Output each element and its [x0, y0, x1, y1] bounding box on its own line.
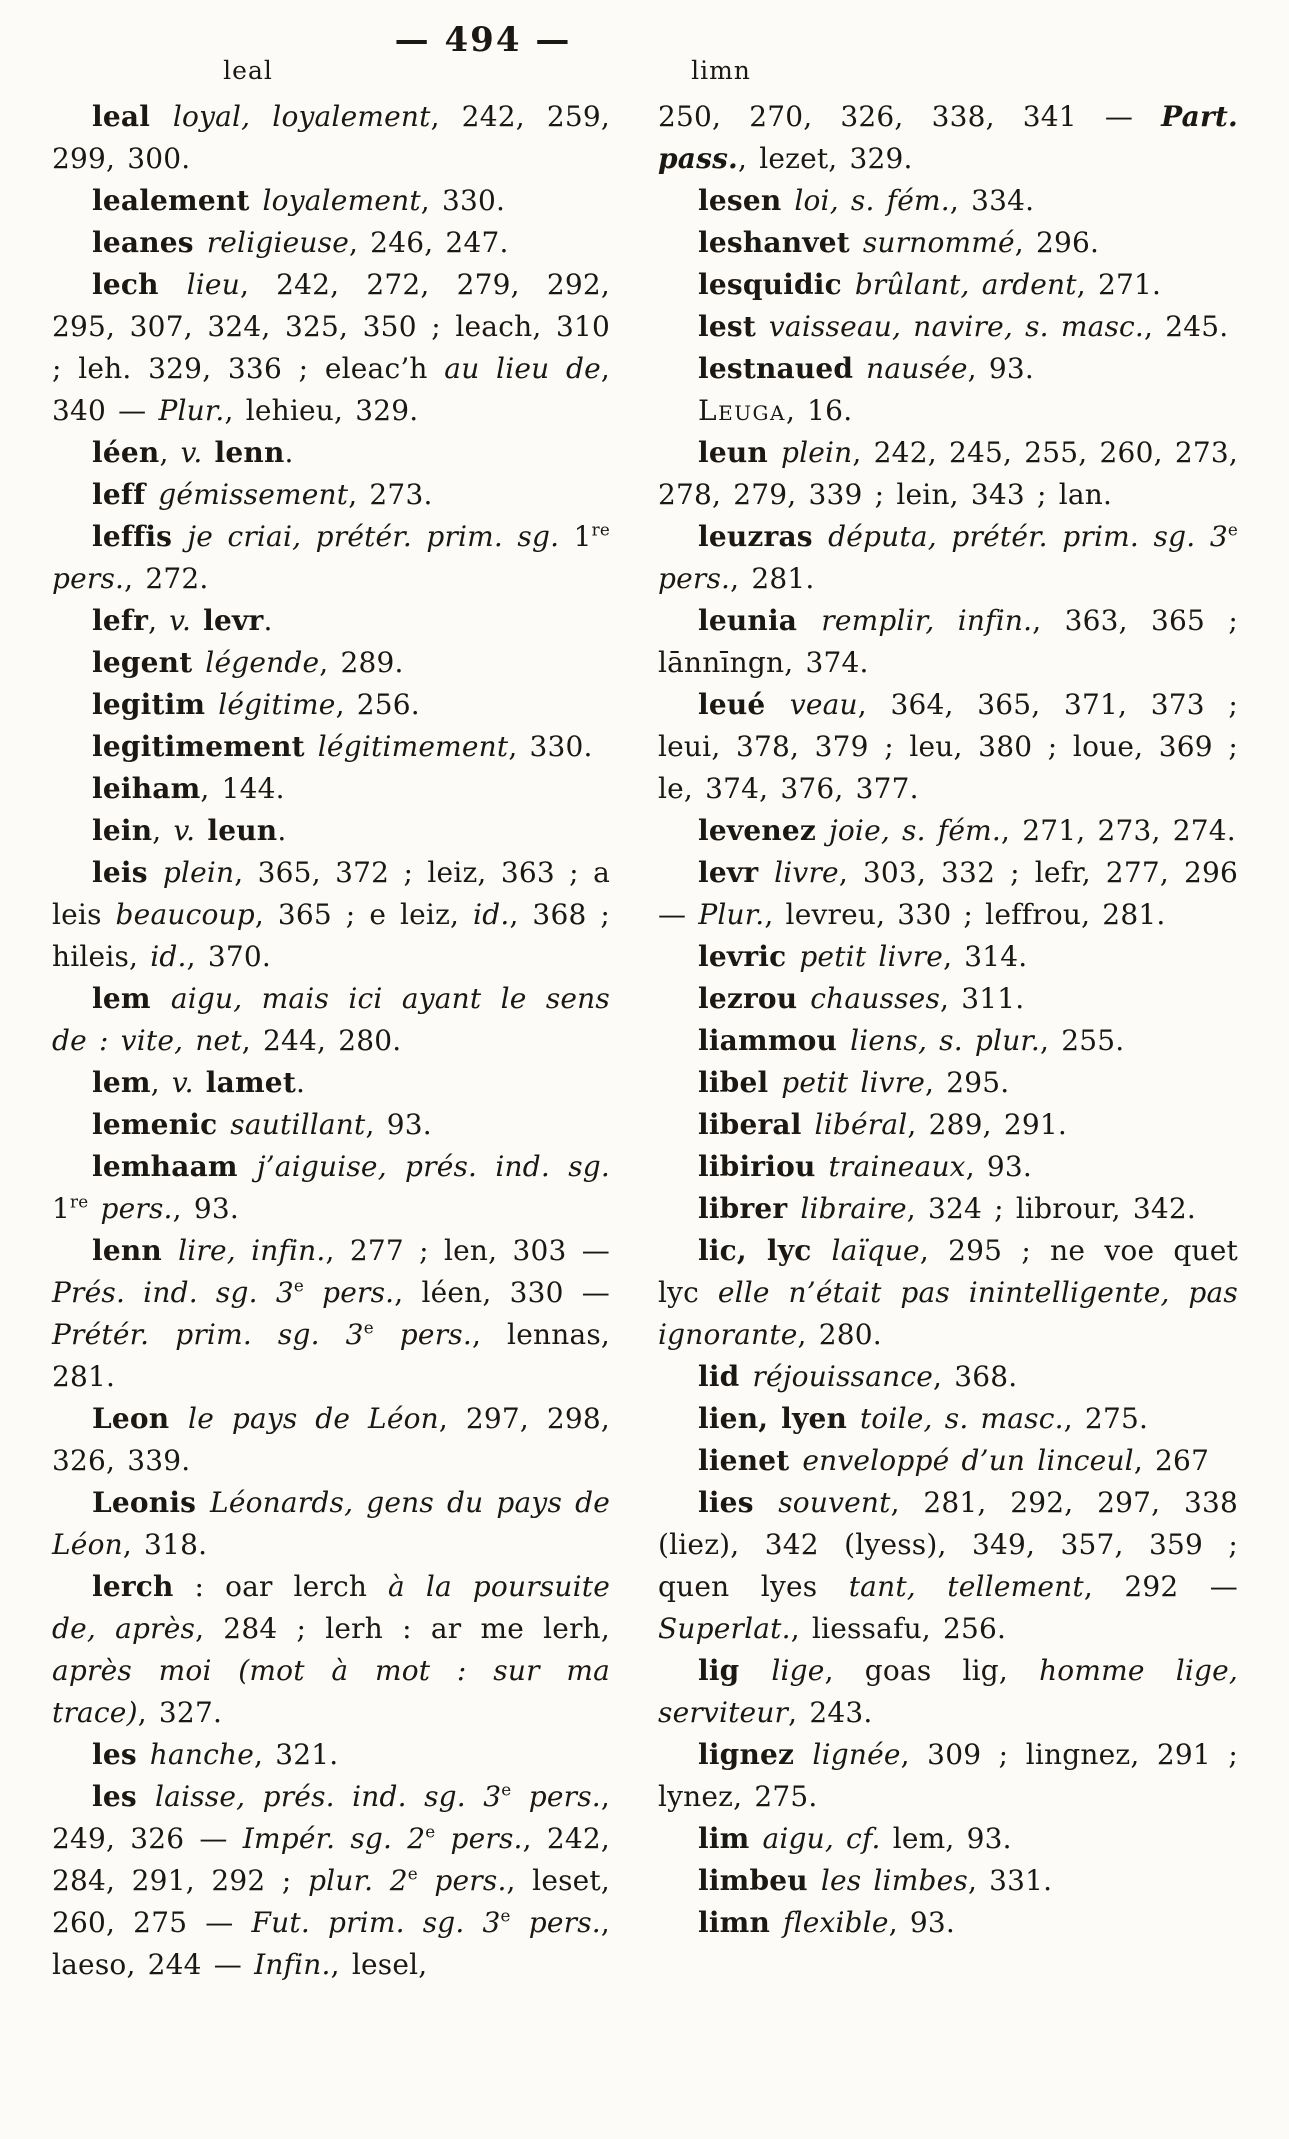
gloss-italic: hanche — [149, 1738, 255, 1771]
plain-text: , 273. — [348, 478, 433, 511]
dictionary-entry — [658, 1020, 1238, 1062]
headword: leanes — [92, 226, 207, 259]
dictionary-entry — [52, 642, 610, 684]
dictionary-entry — [658, 180, 1238, 222]
plain-text: , lennas, 281. — [52, 1318, 611, 1393]
dictionary-entry — [658, 684, 1238, 810]
headword: leuzras — [698, 520, 829, 553]
dictionary-entry — [658, 1902, 1238, 1944]
dictionary-entry — [658, 348, 1238, 390]
dictionary-entry — [52, 1482, 610, 1566]
headword: levric — [698, 940, 800, 973]
plain-text: , 243. — [788, 1696, 873, 1729]
column-right — [658, 96, 1238, 1944]
superscript: re — [591, 519, 610, 540]
gloss-italic: le pays de Léon — [188, 1402, 439, 1435]
plain-text: , 368 ; hileis, — [52, 898, 611, 973]
gloss-italic: aigu, mais ici ayant le sens de : vite, net — [52, 982, 610, 1057]
superscript: e — [407, 1863, 418, 1884]
dictionary-entry — [658, 1188, 1238, 1230]
dictionary-entry — [52, 432, 610, 474]
gloss-italic: plein — [780, 436, 853, 469]
dictionary-entry — [658, 306, 1238, 348]
gloss-italic: id. — [150, 940, 187, 973]
gloss-italic: souvent — [778, 1486, 891, 1519]
dictionary-entry — [658, 1440, 1238, 1482]
gloss-italic: loyalement — [262, 184, 421, 217]
dictionary-entry — [658, 978, 1238, 1020]
dictionary-entry — [52, 1566, 610, 1734]
dictionary-entry — [52, 600, 610, 642]
dictionary-entry — [52, 978, 610, 1062]
gloss-italic: plur. 2 — [308, 1864, 408, 1897]
plain-text: , 295. — [925, 1066, 1010, 1099]
gloss-italic: laisse, prés. ind. sg. 3 — [155, 1780, 502, 1813]
plain-text — [191, 604, 203, 637]
headword: lemhaam — [92, 1150, 257, 1183]
dictionary-entry — [52, 180, 610, 222]
plain-text: , 330. — [420, 184, 506, 217]
plain-text: , 297, 298, 326, 339. — [52, 1402, 610, 1477]
gloss-italic: pers. — [417, 1864, 507, 1897]
dictionary-entry — [658, 1104, 1238, 1146]
headword: lenn — [214, 436, 285, 469]
page-number: — 494 — — [394, 20, 572, 60]
headword: lezrou — [698, 982, 811, 1015]
plain-text: , 16. — [785, 394, 853, 427]
dictionary-entry — [52, 1398, 610, 1482]
headword: liberal — [698, 1108, 815, 1141]
dictionary-entry — [658, 1734, 1238, 1818]
plain-text: , 309 ; lingnez, 291 ; lynez, 275. — [658, 1738, 1238, 1813]
gloss-italic: loyal, loyalement — [172, 100, 431, 133]
plain-text: , 267 — [1133, 1444, 1210, 1477]
gloss-italic: après moi (mot à mot : sur ma trace) — [52, 1654, 610, 1729]
gloss-italic: j’aiguise, prés. ind. sg. — [256, 1150, 610, 1183]
headword: limn — [698, 1906, 784, 1939]
gloss-italic: chausses — [810, 982, 941, 1015]
headword: lamet — [205, 1066, 296, 1099]
gloss-italic: aigu, cf. — [762, 1822, 881, 1855]
gloss-italic: surnommé — [862, 226, 1015, 259]
headword: leal — [92, 100, 173, 133]
headword: les — [92, 1738, 150, 1771]
headword: lid — [698, 1360, 753, 1393]
gloss-italic: beaucoup — [115, 898, 255, 931]
plain-text: , 255. — [1040, 1024, 1125, 1057]
gloss-italic: toile, s. masc. — [859, 1402, 1064, 1435]
plain-text: , leset, 260, 275 — — [52, 1864, 610, 1939]
dictionary-entry — [658, 600, 1238, 684]
plain-text: , 271, 273, 274. — [1001, 814, 1236, 847]
gloss-italic: enveloppé d’un linceul — [802, 1444, 1134, 1477]
headword: limbeu — [698, 1864, 821, 1897]
plain-text: , — [148, 604, 170, 637]
headword: leué — [698, 688, 790, 721]
plain-text: , lehieu, 329. — [224, 394, 419, 427]
plain-text: , 324 ; librour, 342. — [906, 1192, 1197, 1225]
dictionary-entry — [52, 1146, 610, 1230]
plain-text: : oar lerch — [173, 1570, 389, 1603]
gloss-italic: pers. — [373, 1318, 472, 1351]
dictionary-entry — [658, 1818, 1238, 1860]
headword: lemenic — [92, 1108, 231, 1141]
plain-text: , 365 ; e leiz, — [254, 898, 474, 931]
gloss-italic: laïque — [831, 1234, 920, 1267]
plain-text: , 93. — [365, 1108, 432, 1141]
headword: leunia — [698, 604, 822, 637]
plain-text: , 363, 365 ; lānnīngn, 374. — [658, 604, 1238, 679]
headword: lein — [92, 814, 153, 847]
gloss-italic: liens, s. plur. — [850, 1024, 1041, 1057]
plain-text: , 93. — [967, 352, 1034, 385]
column-left — [52, 96, 610, 1986]
dictionary-entry — [52, 1230, 610, 1398]
gloss-italic: pers. — [88, 1192, 173, 1225]
plain-text: , 272. — [124, 562, 209, 595]
gloss-italic: pers. — [511, 1780, 601, 1813]
headword: libiriou — [698, 1150, 829, 1183]
headword: legitim — [92, 688, 219, 721]
headword: lim — [698, 1822, 763, 1855]
headword: lic, lyc — [698, 1234, 832, 1267]
headword: leun — [698, 436, 781, 469]
gloss-italic: id. — [473, 898, 510, 931]
superscript: e — [293, 1275, 304, 1296]
gloss-italic: pers. — [510, 1906, 601, 1939]
headword: lesquidic — [698, 268, 855, 301]
gloss-italic: nausée — [866, 352, 968, 385]
superscript: e — [501, 1779, 512, 1800]
dictionary-entry — [52, 516, 610, 600]
plain-text: 1 — [52, 1192, 71, 1225]
plain-text: . — [263, 604, 273, 637]
dictionary-entry — [658, 222, 1238, 264]
dictionary-entry — [658, 1062, 1238, 1104]
superscript: e — [1227, 519, 1238, 540]
plain-text: , lesel, — [330, 1948, 428, 1981]
plain-text: , 242, 284, 291, 292 ; — [52, 1822, 610, 1897]
headword: lignez — [698, 1738, 813, 1771]
gloss-italic: réjouissance — [752, 1360, 934, 1393]
gloss-italic: loi, s. fém. — [794, 184, 950, 217]
plain-text: , léen, 330 — — [394, 1276, 610, 1309]
plain-text: , 284 ; lerh : ar me lerh, — [195, 1612, 610, 1645]
plain-text: , — [150, 1066, 172, 1099]
plain-text: , — [159, 436, 181, 469]
plain-text: . — [284, 436, 294, 469]
gloss-italic: Infin. — [254, 1948, 331, 1981]
headword: leffis — [92, 520, 188, 553]
plain-text: , 314. — [943, 940, 1028, 973]
headword: lien, lyen — [698, 1402, 860, 1435]
guide-word-left: leal — [223, 56, 273, 85]
gloss-italic: libéral — [814, 1108, 908, 1141]
gloss-italic: plein — [162, 856, 235, 889]
headword: liammou — [698, 1024, 851, 1057]
headword: lerch — [92, 1570, 174, 1603]
plain-text: , levreu, 330 ; leffrou, 281. — [764, 898, 1166, 931]
headword: librer — [698, 1192, 801, 1225]
gloss-italic: Plur. — [698, 898, 765, 931]
plain-text: , 318. — [122, 1528, 208, 1561]
plain-text: 250, 270, 326, 338, 341 — — [658, 100, 1162, 133]
gloss-italic: joie, s. fém. — [828, 814, 1001, 847]
plain-text: , 370. — [186, 940, 271, 973]
headword: Leonis — [92, 1486, 211, 1519]
dictionary-entry — [658, 852, 1238, 936]
plain-text: , 249, 326 — — [52, 1780, 611, 1855]
plain-text: 1 — [573, 520, 592, 553]
headword: lesen — [698, 184, 795, 217]
gloss-italic: traineaux — [828, 1150, 966, 1183]
plain-text: , 271. — [1076, 268, 1162, 301]
superscript: re — [70, 1191, 89, 1212]
headword: lest — [698, 310, 769, 343]
headword: leis — [92, 856, 163, 889]
plain-text — [194, 1066, 206, 1099]
guide-word-right: limn — [691, 56, 751, 85]
dictionary-entry — [658, 1482, 1238, 1650]
gloss-italic: remplir, infin. — [821, 604, 1033, 637]
gloss-italic: je criai, prétér. prim. sg. — [187, 520, 574, 553]
dictionary-entry — [52, 222, 610, 264]
headword: leun — [207, 814, 278, 847]
gloss-italic: religieuse — [206, 226, 349, 259]
headword: lefr — [92, 604, 149, 637]
gloss-italic: elle n’était pas inintelligente, pas ignorante — [658, 1276, 1238, 1351]
headword: lem — [92, 1066, 151, 1099]
plain-text: , 327. — [137, 1696, 223, 1729]
headword: legitimement — [92, 730, 318, 763]
superscript: e — [363, 1317, 374, 1338]
plain-text: , 331. — [967, 1864, 1053, 1897]
dictionary-entry — [52, 1776, 610, 1986]
plain-text: , goas lig, — [824, 1654, 1040, 1687]
plain-text: , 242, 245, 255, 260, 273, 278, 279, 339 ; lein, 343 ; lan. — [658, 436, 1238, 511]
headword: léen — [92, 436, 160, 469]
gloss-italic: pers. — [435, 1822, 523, 1855]
headword: lestnaued — [698, 352, 867, 385]
dictionary-entry — [658, 264, 1238, 306]
dictionary-entry — [658, 1860, 1238, 1902]
plain-text: , 280. — [797, 1318, 882, 1351]
headword: legent — [92, 646, 206, 679]
dictionary-entry — [658, 810, 1238, 852]
dictionary-entry — [52, 264, 610, 432]
headword: lenn — [92, 1234, 179, 1267]
plain-text: , 330. — [508, 730, 593, 763]
plain-text: , 311. — [940, 982, 1025, 1015]
dictionary-entry — [658, 936, 1238, 978]
plain-text: , 289, 291. — [907, 1108, 1067, 1141]
gloss-italic: v. — [173, 814, 196, 847]
gloss-italic: Plur. — [158, 394, 225, 427]
headword: les — [92, 1780, 156, 1813]
plain-text: , lezet, 329. — [738, 142, 913, 175]
plain-text: lem, 93. — [880, 1822, 1012, 1855]
headword: lig — [698, 1654, 772, 1687]
gloss-italic: Léonards, gens du pays de Léon — [52, 1486, 610, 1561]
superscript: e — [500, 1905, 511, 1926]
plain-text: , 368. — [933, 1360, 1018, 1393]
gloss-italic: au lieu de — [444, 352, 601, 385]
plain-text: . — [295, 1066, 306, 1099]
dictionary-entry — [658, 96, 1238, 180]
gloss-italic: vaisseau, navire, s. masc. — [768, 310, 1145, 343]
plain-text: , 364, 365, 371, 373 ; leui, 378, 379 ; leu, 380 ; loue, 369 ; le, 374, 376, 377. — [658, 688, 1238, 805]
plain-text: , 242, 272, 279, 292, 295, 307, 324, 325, 350 ; leach, 310 ; leh. 329, 336 ; eleac’h — [52, 268, 611, 385]
headword: libel — [698, 1066, 782, 1099]
plain-text: , 93. — [888, 1906, 956, 1939]
gloss-italic: petit livre — [781, 1066, 926, 1099]
gloss-italic: libraire — [800, 1192, 907, 1225]
gloss-italic: légitimement — [317, 730, 509, 763]
small-caps-term: Leuga — [698, 394, 786, 427]
gloss-italic: v. — [169, 604, 192, 637]
plain-text: , 277 ; len, 303 — — [325, 1234, 610, 1267]
dictionary-entry — [52, 684, 610, 726]
dictionary-entry — [52, 474, 610, 516]
gloss-italic: lire, infin. — [178, 1234, 326, 1267]
plain-text — [195, 814, 207, 847]
plain-text: , 321. — [254, 1738, 339, 1771]
dictionary-entry — [658, 1398, 1238, 1440]
headword: leiham — [92, 772, 201, 805]
plain-text: , liessafu, 256. — [790, 1612, 1007, 1645]
headword: lienet — [698, 1444, 803, 1477]
gloss-italic: légitime — [218, 688, 336, 721]
plain-text: , laeso, 244 — — [52, 1906, 610, 1981]
gloss-italic: Prétér. prim. sg. 3 — [52, 1318, 364, 1351]
gloss-italic: v. — [171, 1066, 194, 1099]
headword: levr — [698, 856, 775, 889]
dictionary-entry — [52, 810, 610, 852]
gloss-italic: Prés. ind. sg. 3 — [52, 1276, 294, 1309]
gloss-italic: sautillant — [230, 1108, 366, 1141]
dictionary-entry — [52, 1062, 610, 1104]
plain-text: , 93. — [965, 1150, 1033, 1183]
gloss-italic: à la poursuite de, après — [52, 1570, 610, 1645]
dictionary-entry — [52, 768, 610, 810]
headword: lem — [92, 982, 171, 1015]
plain-text: , 275. — [1063, 1402, 1149, 1435]
gloss-bold-italic: Part. pass. — [658, 100, 1238, 175]
gloss-italic: Impér. sg. 2 — [242, 1822, 426, 1855]
plain-text: . — [277, 814, 287, 847]
headword: Leon — [92, 1402, 189, 1435]
gloss-italic: Fut. prim. sg. 3 — [251, 1906, 501, 1939]
gloss-italic: lieu — [186, 268, 240, 301]
gloss-italic: légende — [205, 646, 320, 679]
dictionary-entry — [52, 1734, 610, 1776]
gloss-italic: lignée — [812, 1738, 901, 1771]
plain-text: , 242, 259, 299, 300. — [52, 100, 610, 175]
gloss-italic: brûlant, ardent — [854, 268, 1077, 301]
gloss-italic: pers. — [52, 562, 125, 595]
plain-text: , 295 ; ne voe quet lyc — [658, 1234, 1238, 1309]
plain-text: , 256. — [335, 688, 420, 721]
gloss-italic: députa, prétér. prim. sg. 3 — [828, 520, 1228, 553]
gloss-italic: lige — [771, 1654, 825, 1687]
dictionary-entry — [658, 1230, 1238, 1356]
dictionary-entry — [658, 516, 1238, 600]
plain-text: , 244, 280. — [241, 1024, 402, 1057]
plain-text: , 281, 292, 297, 338 (liez), 342 (lyess), 349, 357, 359 ; quen lyes — [658, 1486, 1238, 1603]
dictionary-entry — [658, 1356, 1238, 1398]
dictionary-entry — [658, 1146, 1238, 1188]
gloss-italic: flexible — [783, 1906, 889, 1939]
plain-text: , 289. — [319, 646, 404, 679]
headword: lealement — [92, 184, 263, 217]
gloss-italic: veau — [789, 688, 858, 721]
superscript: e — [425, 1821, 436, 1842]
plain-text: , 245. — [1144, 310, 1229, 343]
gloss-italic: homme lige, serviteur — [658, 1654, 1238, 1729]
plain-text — [202, 436, 214, 469]
dictionary-entry — [658, 1650, 1238, 1734]
gloss-italic: tant, tellement — [848, 1570, 1084, 1603]
gloss-italic: pers. — [658, 562, 731, 595]
headword: leff — [92, 478, 159, 511]
plain-text: , 340 — — [52, 352, 610, 427]
gloss-italic: Superlat. — [658, 1612, 791, 1645]
dictionary-entry — [52, 1104, 610, 1146]
headword: lies — [698, 1486, 779, 1519]
gloss-italic: pers. — [303, 1276, 395, 1309]
dictionary-entry — [52, 852, 610, 978]
headword: levenez — [698, 814, 829, 847]
headword: leshanvet — [698, 226, 863, 259]
plain-text: , 303, 332 ; lefr, 277, 296 — — [658, 856, 1238, 931]
dictionary-entry — [658, 432, 1238, 516]
plain-text: , 334. — [949, 184, 1035, 217]
gloss-italic: livre — [774, 856, 839, 889]
gloss-italic: gémissement — [158, 478, 349, 511]
gloss-italic: v. — [180, 436, 203, 469]
plain-text: , 246, 247. — [348, 226, 509, 259]
plain-text: , 144. — [200, 772, 285, 805]
plain-text: , 365, 372 ; leiz, 363 ; a leis — [52, 856, 610, 931]
plain-text: , 93. — [172, 1192, 239, 1225]
plain-text: , 292 — — [1083, 1570, 1239, 1603]
dictionary-entry — [52, 96, 610, 180]
dictionary-entry — [658, 390, 1238, 432]
gloss-italic: les limbes — [820, 1864, 968, 1897]
plain-text: , 281. — [730, 562, 815, 595]
plain-text: , 296. — [1014, 226, 1100, 259]
plain-text: , — [152, 814, 174, 847]
headword: lech — [92, 268, 187, 301]
headword: levr — [203, 604, 264, 637]
gloss-italic: petit livre — [799, 940, 944, 973]
dictionary-entry — [52, 726, 610, 768]
